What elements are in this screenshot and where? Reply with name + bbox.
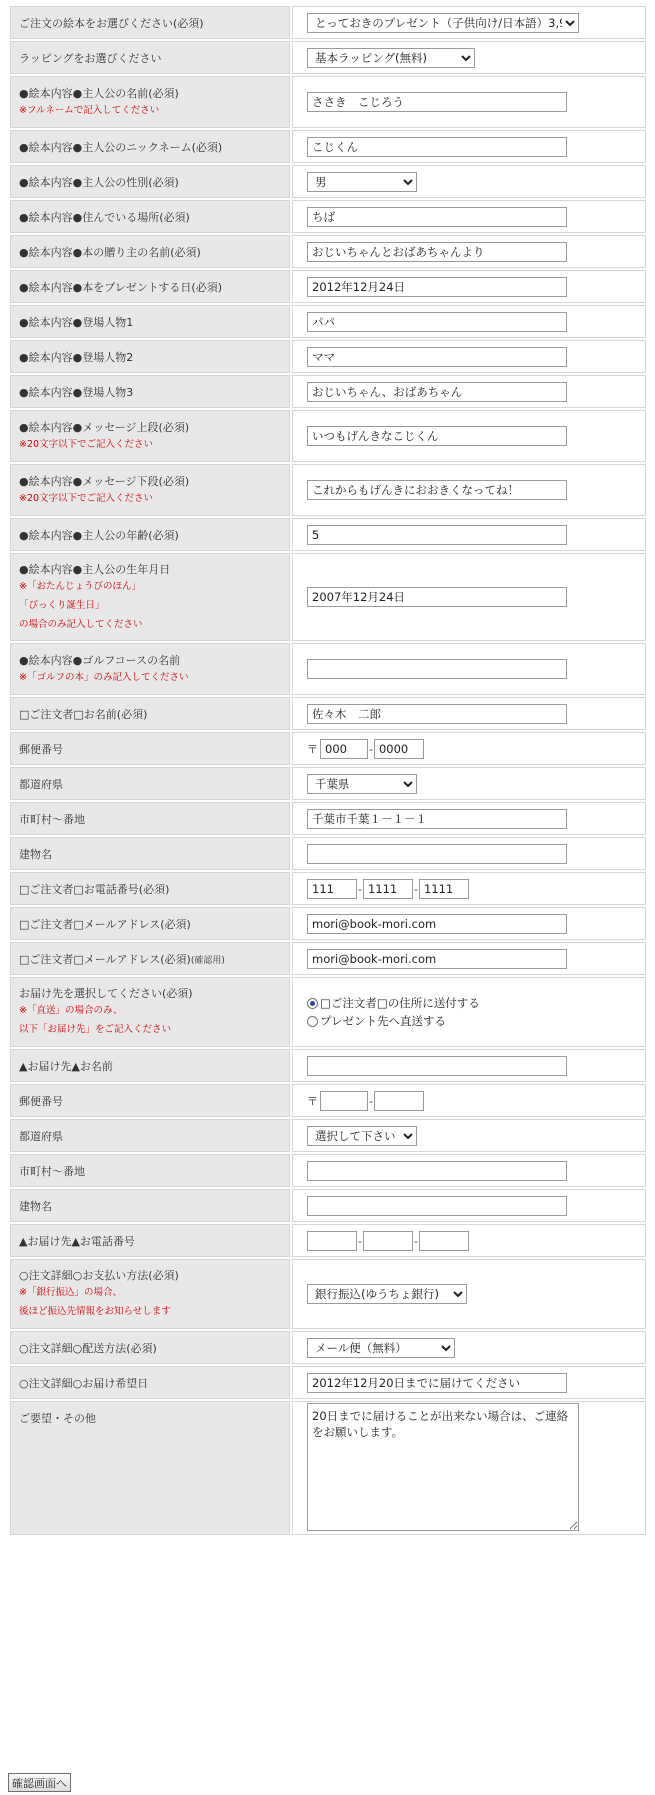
- golf-row: [10, 643, 646, 695]
- dest-phone-row: [10, 1224, 646, 1257]
- destination-label: お届け先を選択してください(必須): [19, 987, 193, 1000]
- place-row: [10, 200, 646, 233]
- destination-option-direct[interactable]: [307, 1012, 631, 1030]
- hero-name-row: [10, 76, 646, 128]
- payment-select[interactable]: [307, 1284, 467, 1304]
- dest-name-label: ▲お届け先▲お名前: [10, 1049, 290, 1082]
- golf-label: ●絵本内容●ゴルフコースの名前: [19, 653, 181, 667]
- building-input[interactable]: [307, 844, 567, 864]
- email-confirm-label-small: (確認用): [190, 955, 225, 966]
- payment-row: [10, 1259, 646, 1329]
- payment-note-1: ※「銀行振込」の場合、: [19, 1287, 122, 1298]
- dest-pref-row: [10, 1119, 646, 1152]
- golf-note: ※「ゴルフの本」のみ記入してください: [19, 671, 189, 683]
- age-row: [10, 518, 646, 551]
- other-label: ご要望・その他: [10, 1401, 290, 1535]
- dest-phone-label: ▲お届け先▲お電話番号: [10, 1224, 290, 1257]
- phone-first-input[interactable]: [307, 879, 357, 899]
- dest-city-row: [10, 1154, 646, 1187]
- gender-label: ●絵本内容●主人公の性別(必須): [10, 165, 290, 198]
- delivery-wish-label: ○注文詳細○お届け希望日: [10, 1366, 290, 1399]
- birthday-input[interactable]: [307, 587, 567, 607]
- building-label: 建物名: [10, 837, 290, 870]
- radio-checked-icon[interactable]: [307, 998, 318, 1009]
- pref-row: [10, 767, 646, 800]
- dest-phone-third-input[interactable]: [419, 1231, 469, 1251]
- nickname-input[interactable]: [307, 137, 567, 157]
- char3-row: [10, 375, 646, 408]
- destination-option-self-label: □ご注文者□の住所に送付する: [320, 996, 480, 1010]
- other-row: [10, 1401, 646, 1535]
- phone-dash-1: -: [358, 882, 362, 896]
- zip-dash: -: [369, 742, 373, 756]
- shipping-row: [10, 1331, 646, 1364]
- destination-note-2: 以下「お届け先」をご記入ください: [19, 1024, 172, 1035]
- msg-bottom-row: [10, 464, 646, 516]
- delivery-wish-row: [10, 1366, 646, 1399]
- dest-phone-first-input[interactable]: [307, 1231, 357, 1251]
- phone-row: [10, 872, 646, 905]
- dest-phone-second-input[interactable]: [363, 1231, 413, 1251]
- dest-name-input[interactable]: [307, 1056, 567, 1076]
- building-row: [10, 837, 646, 870]
- email-confirm-label: □ご注文者□メールアドレス(必須): [19, 952, 191, 966]
- dest-zip-first-input[interactable]: [320, 1091, 368, 1111]
- hero-name-input[interactable]: [307, 92, 567, 112]
- zip-first-input[interactable]: [320, 739, 368, 759]
- nickname-row: [10, 130, 646, 163]
- email-confirm-input[interactable]: [307, 949, 567, 969]
- email-confirm-row: [10, 942, 646, 975]
- destination-option-direct-label: プレゼント先へ直送する: [320, 1014, 447, 1028]
- book-label: ご注文の絵本をお選びください(必須): [10, 6, 290, 39]
- gender-select[interactable]: [307, 172, 417, 192]
- dest-phone-dash-2: -: [413, 1234, 418, 1248]
- orderer-name-input[interactable]: [307, 704, 567, 724]
- place-input[interactable]: [307, 207, 567, 227]
- birthday-note-2: 「びっくり誕生日」: [19, 599, 105, 611]
- pref-select[interactable]: [307, 774, 417, 794]
- msg-bottom-label: ●絵本内容●メッセージ下段(必須): [19, 474, 190, 488]
- char1-input[interactable]: [307, 312, 567, 332]
- msg-top-label: ●絵本内容●メッセージ上段(必須): [19, 420, 190, 434]
- dest-pref-label: 都道府県: [10, 1119, 290, 1152]
- dest-pref-select[interactable]: [307, 1126, 417, 1146]
- destination-row: [10, 977, 646, 1047]
- nickname-label: ●絵本内容●主人公のニックネーム(必須): [10, 130, 290, 163]
- other-textarea[interactable]: [307, 1403, 579, 1531]
- birthday-note-3: の場合のみ記入してください: [19, 618, 143, 630]
- city-input[interactable]: [307, 809, 567, 829]
- orderer-name-row: [10, 697, 646, 730]
- order-form: [8, 4, 648, 1537]
- phone-second-input[interactable]: [363, 879, 413, 899]
- char2-row: [10, 340, 646, 373]
- postal-mark-icon: 〒: [307, 742, 318, 756]
- shipping-label: ○注文詳細○配送方法(必須): [10, 1331, 290, 1364]
- msg-bottom-note: ※20文字以下でご記入ください: [19, 492, 154, 504]
- zip-label: 郵便番号: [10, 732, 290, 765]
- dest-building-label: 建物名: [10, 1189, 290, 1222]
- email-label: □ご注文者□メールアドレス(必須): [10, 907, 290, 940]
- dest-zip-dash: -: [369, 1094, 373, 1108]
- msg-top-row: [10, 410, 646, 462]
- dest-city-input[interactable]: [307, 1161, 567, 1181]
- shipping-select[interactable]: [307, 1338, 455, 1358]
- dest-zip-label: 郵便番号: [10, 1084, 290, 1117]
- destination-option-self[interactable]: [307, 994, 631, 1012]
- birthday-note-1: ※「おたんじょうびのほん」: [19, 580, 141, 592]
- dest-city-label: 市町村～番地: [10, 1154, 290, 1187]
- city-row: [10, 802, 646, 835]
- phone-dash-2: -: [413, 882, 418, 896]
- present-date-input[interactable]: [307, 277, 567, 297]
- wrapping-select[interactable]: [307, 48, 475, 68]
- char1-row: [10, 305, 646, 338]
- destination-note-1: ※「直送」の場合のみ、: [19, 1005, 123, 1016]
- char2-label: ●絵本内容●登場人物2: [10, 340, 290, 373]
- email-input[interactable]: [307, 914, 567, 934]
- present-date-label: ●絵本内容●本をプレゼントする日(必須): [10, 270, 290, 303]
- payment-note-2: 後ほど振込先情報をお知らせします: [19, 1306, 171, 1317]
- hero-name-label: ●絵本内容●主人公の名前(必須): [19, 86, 179, 100]
- gender-row: [10, 165, 646, 198]
- confirm-button[interactable]: 確認画面へ: [8, 1773, 71, 1792]
- age-input[interactable]: [307, 525, 567, 545]
- book-select[interactable]: [307, 13, 579, 33]
- dest-building-input[interactable]: [307, 1196, 567, 1216]
- wrapping-label: ラッピングをお選びください: [10, 41, 290, 74]
- msg-top-note: ※20文字以下でご記入ください: [19, 438, 154, 450]
- delivery-wish-input[interactable]: [307, 1373, 567, 1393]
- char2-input[interactable]: [307, 347, 567, 367]
- birthday-label: ●絵本内容●主人公の生年月日: [19, 562, 171, 576]
- zip-row: [10, 732, 646, 765]
- payment-label: ○注文詳細○お支払い方法(必須): [19, 1269, 179, 1282]
- phone-label: □ご注文者□お電話番号(必須): [10, 872, 290, 905]
- giver-input[interactable]: [307, 242, 567, 262]
- pref-label: 都道府県: [10, 767, 290, 800]
- dest-name-row: [10, 1049, 646, 1082]
- dest-phone-dash-1: -: [358, 1234, 362, 1248]
- book-row: [10, 6, 646, 39]
- email-row: [10, 907, 646, 940]
- giver-row: [10, 235, 646, 268]
- golf-input[interactable]: [307, 659, 567, 679]
- wrapping-row: [10, 41, 646, 74]
- hero-name-note: ※フルネームで記入してください: [19, 104, 160, 116]
- radio-unchecked-icon[interactable]: [307, 1016, 318, 1027]
- zip-second-input[interactable]: [374, 739, 424, 759]
- char3-input[interactable]: [307, 382, 567, 402]
- orderer-name-label: □ご注文者□お名前(必須): [10, 697, 290, 730]
- char3-label: ●絵本内容●登場人物3: [10, 375, 290, 408]
- postal-mark-icon: 〒: [307, 1094, 318, 1108]
- msg-top-input[interactable]: [307, 426, 567, 446]
- age-label: ●絵本内容●主人公の年齢(必須): [10, 518, 290, 551]
- birthday-row: [10, 553, 646, 641]
- phone-third-input[interactable]: [419, 879, 469, 899]
- char1-label: ●絵本内容●登場人物1: [10, 305, 290, 338]
- city-label: 市町村～番地: [10, 802, 290, 835]
- present-date-row: [10, 270, 646, 303]
- dest-building-row: [10, 1189, 646, 1222]
- place-label: ●絵本内容●住んでいる場所(必須): [10, 200, 290, 233]
- msg-bottom-input[interactable]: [307, 480, 567, 500]
- giver-label: ●絵本内容●本の贈り主の名前(必須): [10, 235, 290, 268]
- dest-zip-second-input[interactable]: [374, 1091, 424, 1111]
- dest-zip-row: [10, 1084, 646, 1117]
